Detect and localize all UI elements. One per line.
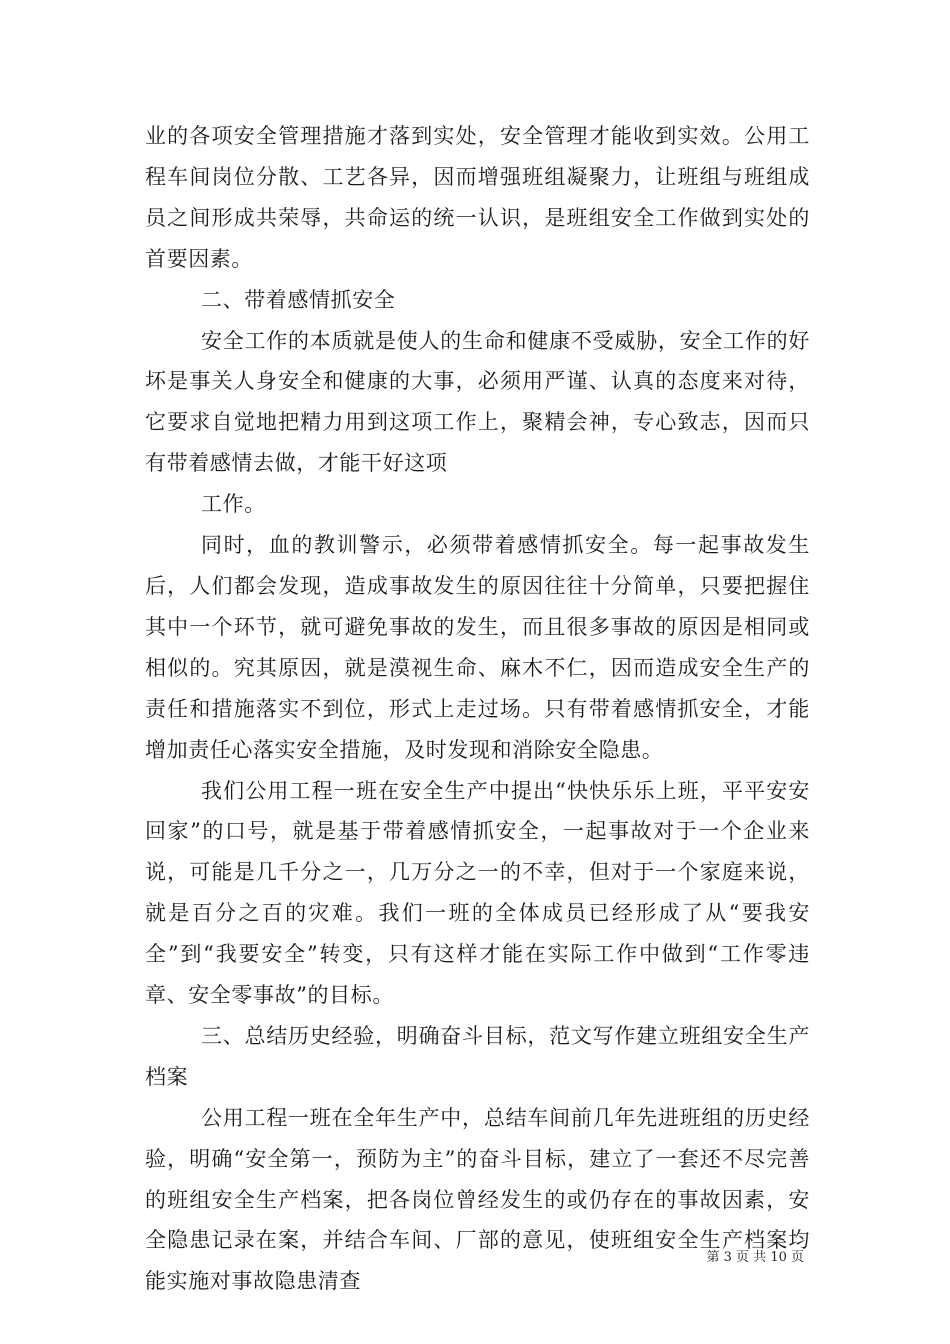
page-number: 第 3 页 共 10 页 [706,1250,804,1265]
paragraph-3: 安全工作的本质就是使人的生命和健康不受威胁，安全工作的好坏是事关人身安全和健康的大事，必须用严谨、认真的态度来对待，它要求自觉地把精力用到这项工作上，聚精会神，专心致志，因而只有带着感情去做，才能干好这项 [145,328,810,476]
paragraph-5: 同时，血的教训警示，必须带着感情抓安全。每一起事故发生后，人们都会发现，造成事故发生的原因往往十分简单，只要把握住其中一个环节，就可避免事故的发生，而且很多事故的原因是相同或相似的。究其原因，就是漠视生命、麻木不仁，因而造成安全生产的责任和措施落实不到位，形式上走过场。只有带着感情抓安全，才能增加责任心落实安全措施，及时发现和消除安全隐患。 [145,533,810,762]
paragraph-6: 我们公用工程一班在安全生产中提出“快快乐乐上班，平平安安回家”的口号，就是基于带着感情抓安全，一起事故对于一个企业来说，可能是几千分之一，几万分之一的不幸，但对于一个家庭来说，就是百分之百的灾难。我们一班的全体成员已经形成了从“要我安全”到“我要安全”转变，只有这样才能在实际工作中做到“工作零违章、安全零事故”的目标。 [145,778,810,1008]
paragraph-1: 业的各项安全管理措施才落到实处，安全管理才能收到实效。公用工程车间岗位分散、工艺各异，因而增强班组凝聚力，让班组与班组成员之间形成共荣辱，共命运的统一认识，是班组安全工作做到实处的首要因素。 [145,124,810,271]
section-heading-3: 三、总结历史经验，明确奋斗目标，范文写作建立班组安全生产档案 [145,1023,810,1089]
paragraph-8: 公用工程一班在全年生产中，总结车间前几年先进班组的历史经验，明确“安全第一，预防为主”的奋斗目标，建立了一套还不尽完善的班组安全生产档案，把各岗位曾经发生的或仍存在的事故因素，安全隐患记录在案，并结合车间、厂部的意见，使班组安全生产档案均能实施对事故隐患清查 [145,1105,810,1294]
document-body [145,116,810,1302]
paragraph-4: 工作。 [201,492,266,517]
section-heading-2: 二、带着感情抓安全 [201,287,396,312]
